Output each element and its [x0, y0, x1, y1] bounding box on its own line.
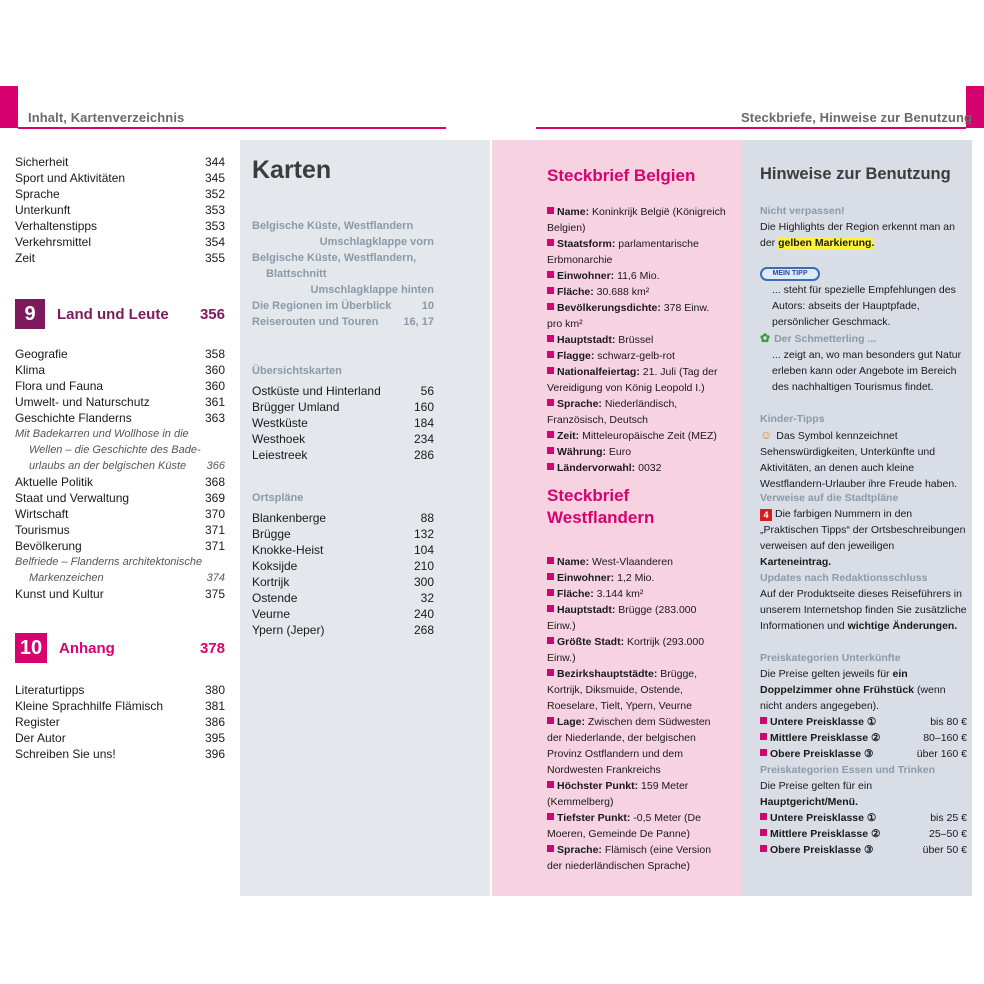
hint-text: Die Preise gelten für ein Hauptgericht/Menü.	[760, 780, 873, 808]
fact-item: Staatsform: parlamentarische Erbmonarchie	[547, 238, 699, 266]
toc-row[interactable]: Kleine Sprachhilfe Flämisch 381	[15, 699, 225, 713]
map-entry[interactable]: Brügge 132	[252, 527, 434, 541]
map-number-icon: 4	[760, 509, 772, 521]
toc-chapter-10	[15, 682, 225, 762]
fact-item: Fläche: 30.688 km²	[547, 284, 727, 300]
toc-note[interactable]: urlaubs an der belgischen Küste 366	[29, 460, 225, 472]
bullet-square-icon	[547, 557, 554, 564]
bullet-square-icon	[547, 367, 554, 374]
bullet-square-icon	[760, 829, 767, 836]
hint-prices-accommodation: Preiskategorien Unterkünfte Die Preise gelten jeweils für ein Doppelzimmer ohne Frühstück (wenn nicht anders angegeben). Untere Preisklasse ① bis 80 € Mittlere Preisklasse ② 80–160 € Obere Preisklasse ③ über 160 €	[760, 652, 967, 760]
chapter-9-heading[interactable]	[15, 298, 225, 330]
hint-text: ... zeigt an, wo man besonders gut Natur erleben kann oder Angebote im Bereich des nachhaltigen Tourismus findet.	[772, 349, 962, 393]
header-right: Steckbriefe, Hinweise zur Benutzung	[741, 110, 973, 125]
fact-item: Größte Stadt: Kortrijk (293.000 Einw.)	[547, 636, 705, 664]
hint-text: Die Preise gelten jeweils für ein Doppelzimmer ohne Frühstück (wenn nicht anders angegeben).	[760, 668, 946, 712]
fact-item: Sprache: Niederländisch, Französisch, Deutsch	[547, 398, 678, 426]
price-row: Obere Preisklasse ③ über 160 €	[760, 746, 967, 762]
toc-row[interactable]: Sprache 352	[15, 187, 225, 201]
bullet-square-icon	[547, 605, 554, 612]
bullet-square-icon	[547, 447, 554, 454]
belgien-title: Steckbrief Belgien	[547, 166, 696, 185]
hint-butterfly: ✿ Der Schmetterling ... ... zeigt an, wo man besonders gut Natur erleben kann oder Angebote im Bereich des nachhaltigen Tourismus findet.	[760, 330, 967, 395]
bullet-square-icon	[760, 813, 767, 820]
toc-row[interactable]: Kunst und Kultur 375	[15, 587, 225, 601]
toc-row[interactable]: Verkehrsmittel 354	[15, 235, 225, 249]
toc-row[interactable]: Register 386	[15, 715, 225, 729]
price-row: Untere Preisklasse ① bis 25 €	[760, 810, 967, 826]
chapter-number: 10	[15, 633, 47, 663]
map-entry[interactable]: Koksijde 210	[252, 559, 434, 573]
toc-row[interactable]: Schreiben Sie uns! 396	[15, 747, 225, 761]
karten-title: Karten	[252, 156, 332, 184]
map-entry[interactable]: Kortrijk 300	[252, 575, 434, 589]
hint-text: Auf der Produktseite dieses Reiseführers in unserem Internetshop finden Sie zusätzliche Informationen und wichtige Änderungen.	[760, 588, 967, 632]
map-entry[interactable]: Belgische Küste, Westflandern	[252, 220, 414, 232]
bullet-square-icon	[547, 845, 554, 852]
price-row: Mittlere Preisklasse ② 25–50 €	[760, 826, 967, 842]
city-maps-title: Ortspläne	[252, 492, 304, 504]
fact-item: Sprache: Flämisch (eine Version der niederländischen Sprache)	[547, 844, 712, 872]
hint-prices-food: Preiskategorien Essen und Trinken Die Preise gelten für ein Hauptgericht/Menü. Untere Preisklasse ① bis 25 € Mittlere Preisklasse ② 25–50 € Obere Preisklasse ③ über 50 €	[760, 764, 967, 856]
header-rule-right	[536, 127, 966, 129]
bullet-square-icon	[547, 351, 554, 358]
hint-subtitle: Nicht verpassen!	[760, 205, 845, 217]
map-entry[interactable]: Westküste 184	[252, 416, 434, 430]
price-row: Obere Preisklasse ③ über 50 €	[760, 842, 967, 858]
chapter-page: 378	[199, 639, 225, 657]
toc-chapter-9	[15, 346, 225, 602]
header-left: Inhalt, Kartenverzeichnis	[28, 110, 185, 125]
bullet-square-icon	[760, 717, 767, 724]
hint-text: 4 Die farbigen Nummern in den „Praktischen Tipps“ der Ortsbeschreibungen verweisen auf den jeweiligen Karteneintrag.	[760, 508, 966, 568]
fact-item: Zeit: Mitteleuropäische Zeit (MEZ)	[547, 428, 727, 444]
fact-item: Bevölkerungsdichte: 378 Einw. pro km²	[547, 302, 710, 330]
bullet-square-icon	[760, 845, 767, 852]
toc-row[interactable]: Wirtschaft 370	[15, 507, 225, 521]
hint-highlights	[760, 203, 967, 251]
toc-row[interactable]: Literaturtipps 380	[15, 683, 225, 697]
overview-maps-title: Übersichtskarten	[252, 365, 342, 377]
map-entry[interactable]: Knokke-Heist 104	[252, 543, 434, 557]
belgien-facts	[547, 204, 727, 476]
page-tab-left	[0, 86, 18, 128]
bullet-square-icon	[547, 573, 554, 580]
bullet-square-icon	[760, 733, 767, 740]
map-entry[interactable]: Ostende 32	[252, 591, 434, 605]
toc-row[interactable]: Geschichte Flanderns 363	[15, 411, 225, 425]
fact-item: Einwohner: 1,2 Mio.	[547, 570, 727, 586]
toc-top	[15, 154, 225, 266]
overview-maps	[252, 363, 434, 463]
toc-row[interactable]: Klima 360	[15, 363, 225, 377]
child-icon: ☺	[760, 428, 773, 442]
map-entry[interactable]: Die Regionen im Überblick 10	[252, 300, 434, 312]
toc-row[interactable]: Sicherheit 344	[15, 155, 225, 169]
price-row: Untere Preisklasse ① bis 80 €	[760, 714, 967, 730]
hint-text: ... steht für spezielle Empfehlungen des Autors: abseits der Hauptpfade, persönlicher Geschmack.	[772, 284, 956, 328]
hint-tip	[760, 266, 967, 330]
header-rule-left	[18, 127, 446, 129]
chapter-number: 9	[15, 299, 45, 329]
bullet-square-icon	[547, 463, 554, 470]
map-entry[interactable]: Ypern (Jeper) 268	[252, 623, 434, 637]
map-entry[interactable]: Brügger Umland 160	[252, 400, 434, 414]
map-entry[interactable]: Ostküste und Hinterland 56	[252, 384, 434, 398]
map-entry[interactable]: Blankenberge 88	[252, 511, 434, 525]
chapter-10-heading[interactable]	[15, 632, 225, 664]
toc-note[interactable]: Markenzeichen 374	[29, 572, 225, 584]
city-maps	[252, 490, 434, 638]
toc-row[interactable]: Sport und Aktivitäten 345	[15, 171, 225, 185]
toc-note[interactable]: Wellen – die Geschichte des Bade-	[29, 444, 201, 456]
hinweise-title: Hinweise zur Benutzung	[760, 165, 951, 183]
hint-text: ☺ Das Symbol kennzeichnet Sehenswürdigkeiten, Unterkünfte und Aktivitäten, an denen auch kleine Westflandern-Urlauber ihre Freude haben.	[760, 428, 958, 490]
bullet-square-icon	[547, 399, 554, 406]
mein-tipp-icon: MEIN TIPP	[760, 267, 820, 281]
bullet-square-icon	[547, 813, 554, 820]
fact-item: Höchster Punkt: 159 Meter (Kemmelberg)	[547, 780, 689, 808]
toc-note[interactable]: Mit Badekarren und Wollhose in die	[15, 428, 189, 440]
bullet-square-icon	[547, 669, 554, 676]
map-entry[interactable]: Umschlagklappe vorn	[319, 236, 434, 248]
toc-row[interactable]: Umwelt- und Naturschutz 361	[15, 395, 225, 409]
fact-item: Name: West-Vlaanderen	[547, 554, 727, 570]
bullet-square-icon	[547, 431, 554, 438]
bullet-square-icon	[760, 749, 767, 756]
toc-row[interactable]: Bevölkerung 371	[15, 539, 225, 553]
bullet-square-icon	[547, 207, 554, 214]
toc-row[interactable]: Verhaltenstipps 353	[15, 219, 225, 233]
toc-row[interactable]: Geografie 358	[15, 347, 225, 361]
map-entry[interactable]: Umschlagklappe hinten	[310, 284, 434, 296]
fact-item: Einwohner: 11,6 Mio.	[547, 268, 727, 284]
bullet-square-icon	[547, 589, 554, 596]
chapter-title: Anhang	[59, 639, 115, 657]
butterfly-icon: ✿	[760, 331, 771, 345]
westflandern-facts	[547, 554, 727, 874]
fact-item: Nationalfeiertag: 21. Juli (Tag der Vereidigung von König Leopold I.)	[547, 366, 718, 394]
map-entry[interactable]: Reiserouten und Touren 16, 17	[252, 316, 434, 328]
fact-item: Name: Koninkrijk België (Königreich Belgien)	[547, 206, 726, 234]
toc-row[interactable]: Aktuelle Politik 368	[15, 475, 225, 489]
fact-item: Flagge: schwarz-gelb-rot	[547, 348, 727, 364]
hint-updates: Updates nach Redaktionsschluss Auf der Produktseite dieses Reiseführers in unserem Internetshop finden Sie zusätzliche Informationen und wichtige Änderungen.	[760, 572, 967, 632]
fact-item: Ländervorwahl: 0032	[547, 460, 727, 476]
bullet-square-icon	[547, 781, 554, 788]
fact-item: Hauptstadt: Brügge (283.000 Einw.)	[547, 604, 697, 632]
bullet-square-icon	[547, 271, 554, 278]
fact-item: Lage: Zwischen dem Südwesten der Niederlande, der belgischen Provinz Ostflandern und dem Nordwesten Frankreichs	[547, 716, 711, 776]
toc-row[interactable]: Der Autor 395	[15, 731, 225, 745]
fact-item: Währung: Euro	[547, 444, 727, 460]
toc-row[interactable]: Tourismus 371	[15, 523, 225, 537]
toc-row[interactable]: Unterkunft 353	[15, 203, 225, 217]
bullet-square-icon	[547, 303, 554, 310]
hint-kids: Kinder-Tipps ☺ Das Symbol kennzeichnet Sehenswürdigkeiten, Unterkünfte und Aktivitäten, an denen auch kleine Westflandern-Urlauber ihre Freude haben.	[760, 411, 967, 492]
toc-note[interactable]: Belfriede – Flanderns architektonische	[15, 556, 203, 568]
fact-item: Tiefster Punkt: -0,5 Meter (De Moeren, Gemeinde De Panne)	[547, 812, 701, 840]
fact-item: Fläche: 3.144 km²	[547, 586, 727, 602]
westflandern-title: Steckbrief Westflandern	[547, 486, 655, 527]
toc-row[interactable]: Flora und Fauna 360	[15, 379, 225, 393]
fact-item: Hauptstadt: Brüssel	[547, 332, 727, 348]
toc-row[interactable]: Staat und Verwaltung 369	[15, 491, 225, 505]
map-entry[interactable]: Veurne 240	[252, 607, 434, 621]
map-entry[interactable]: Leiestreek 286	[252, 448, 434, 462]
karten-general	[252, 218, 434, 330]
bullet-square-icon	[547, 637, 554, 644]
map-entry[interactable]: Belgische Küste, Westflandern,	[252, 252, 417, 264]
bullet-square-icon	[547, 239, 554, 246]
chapter-page: 356	[199, 305, 225, 323]
bullet-square-icon	[547, 717, 554, 724]
hint-city-maps: Verweise auf die Stadtpläne 4 Die farbigen Nummern in den „Praktischen Tipps“ der Ortsbeschreibungen verweisen auf den jeweiligen Karteneintrag.	[760, 492, 966, 568]
chapter-title: Land und Leute	[57, 305, 169, 323]
fact-item: Bezirkshauptstädte: Brügge, Kortrijk, Diksmuide, Ostende, Roeselare, Tielt, Ypern, Veurne	[547, 668, 698, 712]
price-row: Mittlere Preisklasse ② 80–160 €	[760, 730, 967, 746]
bullet-square-icon	[547, 287, 554, 294]
hint-text: Die Highlights der Region erkennt man an der gelben Markierung.	[760, 221, 955, 249]
map-entry[interactable]: Westhoek 234	[252, 432, 434, 446]
bullet-square-icon	[547, 335, 554, 342]
toc-row[interactable]: Zeit 355	[15, 251, 225, 265]
map-entry[interactable]: Blattschnitt	[266, 268, 327, 280]
